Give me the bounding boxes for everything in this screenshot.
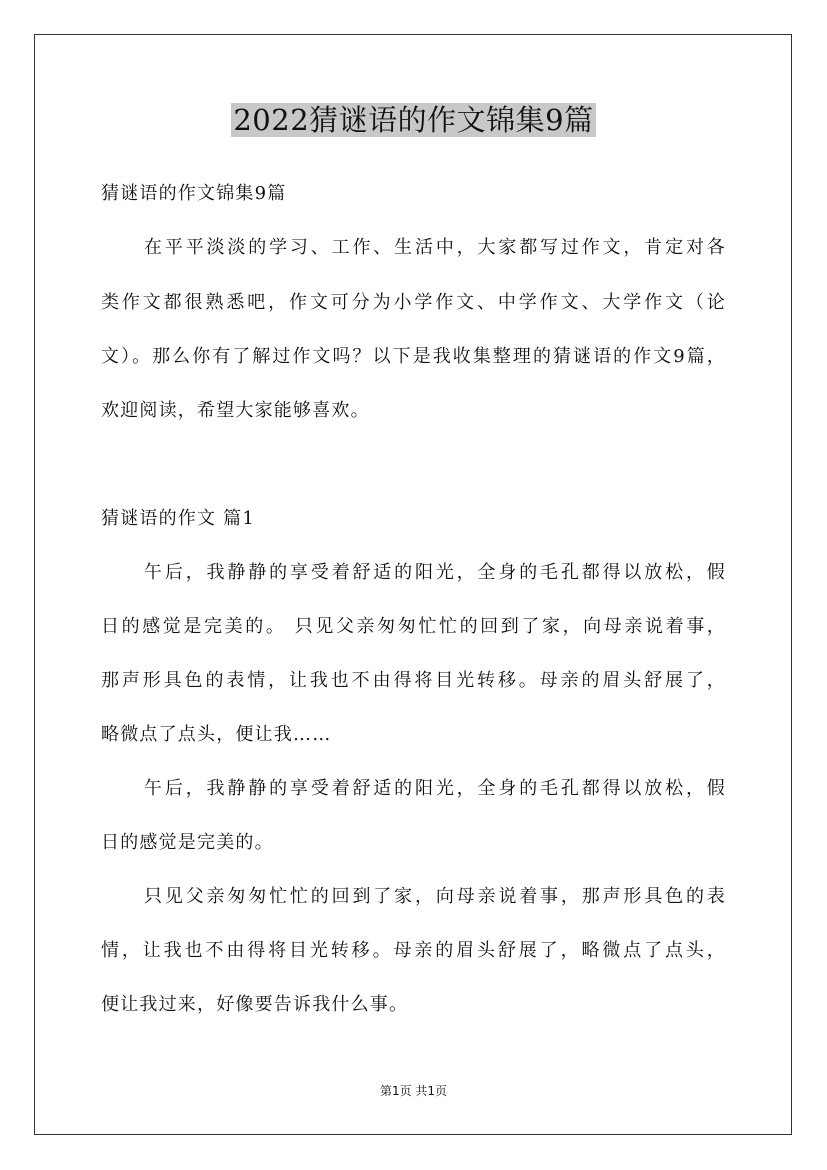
section-heading: 猜谜语的作文 篇1	[101, 508, 255, 529]
intro-line-3: 文）。那么你有了解过作文吗？以下是我收集整理的猜谜语的作文9篇，	[101, 346, 726, 367]
para3-line-2: 情，让我也不由得将目光转移。母亲的眉头舒展了，略微点了点头，	[101, 940, 726, 961]
para3-line-3: 便让我过来，好像要告诉我什么事。	[101, 994, 409, 1015]
intro-line-4: 欢迎阅读，希望大家能够喜欢。	[101, 400, 370, 421]
intro-line-2: 类作文都很熟悉吧，作文可分为小学作文、中学作文、大学作文（论	[101, 292, 726, 313]
para1-line-3: 那声形具色的表情，让我也不由得将目光转移。母亲的眉头舒展了，	[101, 670, 726, 691]
intro-line-1: 在平平淡淡的学习、工作、生活中，大家都写过作文，肯定对各	[144, 237, 726, 258]
para2-line-1: 午后，我静静的享受着舒适的阳光，全身的毛孔都得以放松，假	[144, 778, 726, 799]
document-subtitle: 猜谜语的作文锦集9篇	[101, 183, 287, 204]
document-title: 2022猜谜语的作文锦集9篇	[233, 103, 594, 137]
para1-line-4: 略微点了点头，便让我……	[101, 724, 332, 745]
para2-line-2: 日的感觉是完美的。	[101, 832, 274, 853]
para1-line-2: 日的感觉是完美的。 只见父亲匆匆忙忙的回到了家，向母亲说着事，	[101, 616, 726, 637]
document-title-wrap	[0, 98, 827, 142]
page-footer: 第1页 共1页	[379, 1084, 448, 1098]
para3-line-1: 只见父亲匆匆忙忙的回到了家，向母亲说着事，那声形具色的表	[144, 886, 726, 907]
para1-line-1: 午后，我静静的享受着舒适的阳光，全身的毛孔都得以放松，假	[144, 562, 726, 583]
